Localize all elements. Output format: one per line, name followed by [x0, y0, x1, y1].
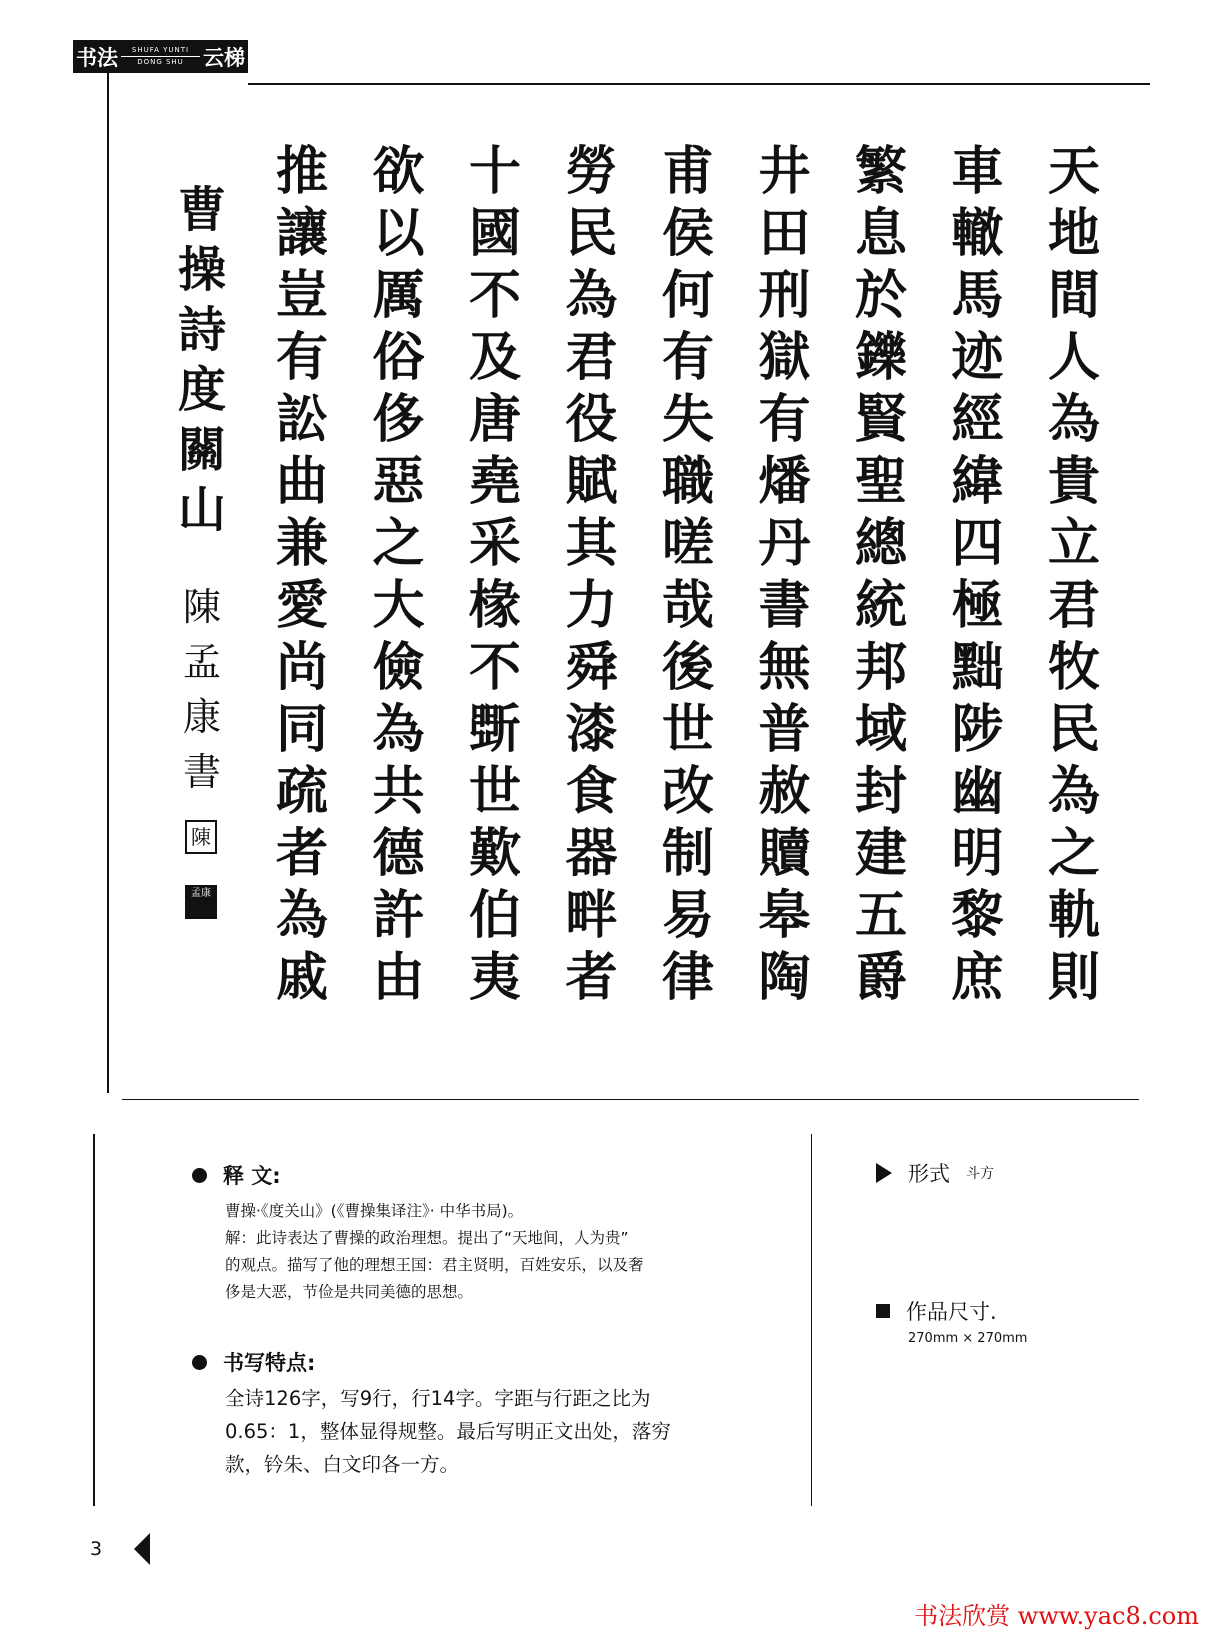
text-line: 曹操·《度关山》(《曹操集译注》· 中华书局)。	[225, 1202, 524, 1220]
calligraphy-character: 後	[661, 637, 714, 698]
calligraphy-character: 者	[275, 823, 328, 884]
calligraphy-character: 赦	[758, 761, 811, 822]
inscription-character: 度	[177, 362, 226, 418]
calligraphy-character: 侈	[372, 389, 425, 450]
calligraphy-character: 欲	[372, 141, 425, 202]
calligraphy-character: 幽	[951, 761, 1004, 822]
calligraphy-character: 為	[275, 885, 328, 946]
calligraphy-character: 其	[565, 513, 618, 574]
features-heading-row	[192, 1347, 315, 1377]
features-text	[225, 1382, 725, 1481]
calligraphy-character: 制	[661, 823, 714, 884]
calligraphy-character: 尚	[275, 637, 328, 698]
calligraphy-character: 間	[1047, 265, 1100, 326]
calligraphy-character: 域	[854, 699, 907, 760]
calligraphy-column	[841, 141, 921, 1009]
inscription-character: 關	[177, 422, 226, 478]
calligraphy-character: 戚	[275, 947, 328, 1008]
bullet-icon	[192, 1168, 207, 1183]
calligraphy-character: 漆	[565, 699, 618, 760]
calligraphy-column	[262, 141, 342, 1009]
calligraphy-character: 則	[1047, 947, 1100, 1008]
header-subtitle	[121, 46, 200, 67]
calligraphy-character: 緯	[951, 451, 1004, 512]
size-value: 270mm × 270mm	[908, 1331, 1028, 1346]
calligraphy-character: 椽	[468, 575, 521, 636]
calligraphy-character: 同	[275, 699, 328, 760]
calligraphy-character: 君	[565, 327, 618, 388]
calligraphy-character: 有	[275, 327, 328, 388]
square-icon	[876, 1304, 890, 1318]
inscription-character: 詩	[177, 302, 226, 358]
calligraphy-character: 舜	[565, 637, 618, 698]
calligraphy-character: 贖	[758, 823, 811, 884]
calligraphy-column	[455, 141, 535, 1009]
calligraphy-character: 普	[758, 699, 811, 760]
calligraphy-character: 伯	[468, 885, 521, 946]
calligraphy-character: 經	[951, 389, 1004, 450]
header-left-text: 书法	[76, 45, 118, 70]
calligraphy-character: 職	[661, 451, 714, 512]
calligraphy-character: 爵	[854, 947, 907, 1008]
calligraphy-character: 刑	[758, 265, 811, 326]
inscription-character: 陳	[182, 585, 221, 629]
triangle-right-icon	[876, 1163, 892, 1183]
calligraphy-character: 繁	[854, 141, 907, 202]
inscription-character: 康	[182, 695, 221, 739]
text-line: 0.65：1，整体显得规整。最后写明正文出处，落穷	[225, 1420, 671, 1443]
calligraphy-character: 封	[854, 761, 907, 822]
calligraphy-character: 於	[854, 265, 907, 326]
header-sub-bottom: DONG SHU	[137, 58, 184, 66]
text-line: 的观点。描写了他的理想王国：君主贤明，百姓安乐，以及奢	[225, 1256, 644, 1274]
calligraphy-character: 不	[468, 265, 521, 326]
form-value: 斗方	[966, 1166, 994, 1182]
calligraphy-character: 訟	[275, 389, 328, 450]
inscription-character: 山	[177, 482, 226, 538]
calligraphy-character: 庶	[951, 947, 1004, 1008]
calligraphy-character: 無	[758, 637, 811, 698]
calligraphy-character: 豈	[275, 265, 328, 326]
notes-middle-rule	[811, 1134, 812, 1506]
seal-relief: 陳	[185, 820, 217, 854]
calligraphy-character: 力	[565, 575, 618, 636]
calligraphy-character: 十	[468, 141, 521, 202]
calligraphy-character: 迹	[951, 327, 1004, 388]
calligraphy-character: 邦	[854, 637, 907, 698]
calligraphy-character: 采	[468, 513, 521, 574]
calligraphy-character: 息	[854, 203, 907, 264]
calligraphy-character: 賢	[854, 389, 907, 450]
calligraphy-character: 大	[372, 575, 425, 636]
calligraphy-character: 君	[1047, 575, 1100, 636]
calligraphy-character: 夷	[468, 947, 521, 1008]
text-line: 全诗126字，写9行，行14字。字距与行距之比为	[225, 1387, 651, 1410]
calligraphy-character: 書	[758, 575, 811, 636]
calligraphy-character: 唐	[468, 389, 521, 450]
calligraphy-character: 軌	[1047, 885, 1100, 946]
calligraphy-column	[359, 141, 439, 1009]
calligraphy-character: 畔	[565, 885, 618, 946]
header-rule	[248, 83, 1150, 85]
calligraphy-character: 馬	[951, 265, 1004, 326]
calligraphy-character: 易	[661, 885, 714, 946]
calligraphy-character: 侯	[661, 203, 714, 264]
calligraphy-character: 皋	[758, 885, 811, 946]
seal-intaglio: 孟康	[185, 885, 217, 919]
triangle-left-icon	[134, 1533, 150, 1565]
text-line: 解：此诗表达了曹操的政治理想。提出了“天地间，人为贵”	[225, 1229, 629, 1247]
calligraphy-character: 者	[565, 947, 618, 1008]
text-line: 侈是大恶，节俭是共同美德的思想。	[225, 1283, 474, 1301]
calligraphy-character: 許	[372, 885, 425, 946]
calligraphy-character: 為	[372, 699, 425, 760]
calligraphy-character: 及	[468, 327, 521, 388]
calligraphy-character: 嗟	[661, 513, 714, 574]
calligraphy-character: 民	[1047, 699, 1100, 760]
calligraphy-character: 國	[468, 203, 521, 264]
calligraphy-character: 以	[372, 203, 425, 264]
calligraphy-column	[648, 141, 728, 1009]
calligraphy-character: 明	[951, 823, 1004, 884]
calligraphy-column	[938, 141, 1018, 1009]
calligraphy-character: 厲	[372, 265, 425, 326]
header-right-text: 云梯	[203, 45, 245, 70]
left-margin-rule	[107, 73, 109, 1093]
calligraphy-character: 有	[758, 389, 811, 450]
calligraphy-column	[1034, 141, 1114, 1009]
calligraphy-character: 改	[661, 761, 714, 822]
calligraphy-character: 四	[951, 513, 1004, 574]
calligraphy-character: 總	[854, 513, 907, 574]
inscription-character: 書	[182, 750, 221, 794]
title-inscription	[172, 180, 232, 540]
calligraphy-character: 役	[565, 389, 618, 450]
calligraphy-character: 黎	[951, 885, 1004, 946]
calligraphy-character: 黜	[951, 637, 1004, 698]
calligraphy-character: 建	[854, 823, 907, 884]
calligraphy-character: 車	[951, 141, 1004, 202]
calligraphy-character: 田	[758, 203, 811, 264]
calligraphy-character: 民	[565, 203, 618, 264]
watermark: 书法欣赏 www.yac8.com	[914, 1602, 1199, 1630]
calligraphy-character: 燔	[758, 451, 811, 512]
calligraphy-character: 俗	[372, 327, 425, 388]
interpretation-heading: 释 文:	[223, 1164, 281, 1188]
calligraphy-character: 轍	[951, 203, 1004, 264]
calligraphy-character: 何	[661, 265, 714, 326]
calligraphy-character: 共	[372, 761, 425, 822]
calligraphy-character: 之	[1047, 823, 1100, 884]
size-label: 作品尺寸.	[906, 1300, 997, 1324]
calligraphy-character: 律	[661, 947, 714, 1008]
calligraphy-character: 哉	[661, 575, 714, 636]
calligraphy-character: 為	[1047, 761, 1100, 822]
calligraphy-character: 愛	[275, 575, 328, 636]
calligraphy-column	[552, 141, 632, 1009]
series-header-badge	[73, 40, 248, 73]
size-row	[876, 1296, 997, 1326]
calligraphy-character: 牧	[1047, 637, 1100, 698]
calligraphy-character: 井	[758, 141, 811, 202]
calligraphy-character: 賦	[565, 451, 618, 512]
calligraphy-character: 為	[1047, 389, 1100, 450]
calligraphy-character: 之	[372, 513, 425, 574]
calligraphy-character: 疏	[275, 761, 328, 822]
calligraphy-character: 貴	[1047, 451, 1100, 512]
calligraphy-character: 統	[854, 575, 907, 636]
inscription-character: 操	[177, 242, 226, 298]
calligraphy-character: 丹	[758, 513, 811, 574]
text-line: 款，钤朱、白文印各一方。	[225, 1453, 460, 1476]
page-number: 3	[90, 1538, 103, 1560]
calligraphy-character: 曲	[275, 451, 328, 512]
calligraphy-character: 獄	[758, 327, 811, 388]
features-heading: 书写特点:	[223, 1351, 316, 1375]
calligraphy-character: 惡	[372, 451, 425, 512]
calligraphy-character: 由	[372, 947, 425, 1008]
calligraphy-character: 極	[951, 575, 1004, 636]
calligraphy-character: 人	[1047, 327, 1100, 388]
header-sub-top: SHUFA YUNTI	[131, 46, 190, 54]
inscription-character: 曹	[177, 182, 226, 238]
calligraphy-character: 地	[1047, 203, 1100, 264]
calligraphy-character: 食	[565, 761, 618, 822]
calligraphy-character: 讓	[275, 203, 328, 264]
form-label: 形式	[908, 1162, 950, 1186]
signature	[172, 580, 232, 800]
calligraphy-character: 器	[565, 823, 618, 884]
calligraphy-character: 失	[661, 389, 714, 450]
section-divider	[122, 1099, 1139, 1100]
inscription-character: 孟	[182, 640, 221, 684]
calligraphy-character: 陟	[951, 699, 1004, 760]
calligraphy-character: 陶	[758, 947, 811, 1008]
calligraphy-character: 立	[1047, 513, 1100, 574]
notes-left-rule	[93, 1134, 95, 1506]
calligraphy-character: 勞	[565, 141, 618, 202]
calligraphy-character: 天	[1047, 141, 1100, 202]
calligraphy-character: 歎	[468, 823, 521, 884]
calligraphy-character: 甫	[661, 141, 714, 202]
calligraphy-character: 兼	[275, 513, 328, 574]
calligraphy-character: 有	[661, 327, 714, 388]
calligraphy-character: 不	[468, 637, 521, 698]
interpretation-text	[225, 1198, 644, 1306]
calligraphy-character: 鑠	[854, 327, 907, 388]
calligraphy-character: 堯	[468, 451, 521, 512]
interpretation-heading-row	[192, 1160, 281, 1190]
calligraphy-character: 世	[661, 699, 714, 760]
calligraphy-character: 推	[275, 141, 328, 202]
calligraphy-character: 聖	[854, 451, 907, 512]
calligraphy-character: 為	[565, 265, 618, 326]
bullet-icon	[192, 1355, 207, 1370]
calligraphy-character: 儉	[372, 637, 425, 698]
calligraphy-character: 德	[372, 823, 425, 884]
calligraphy-column	[745, 141, 825, 1009]
calligraphy-character: 世	[468, 761, 521, 822]
calligraphy-character: 五	[854, 885, 907, 946]
calligraphy-character: 斲	[468, 699, 521, 760]
form-row	[876, 1158, 994, 1188]
